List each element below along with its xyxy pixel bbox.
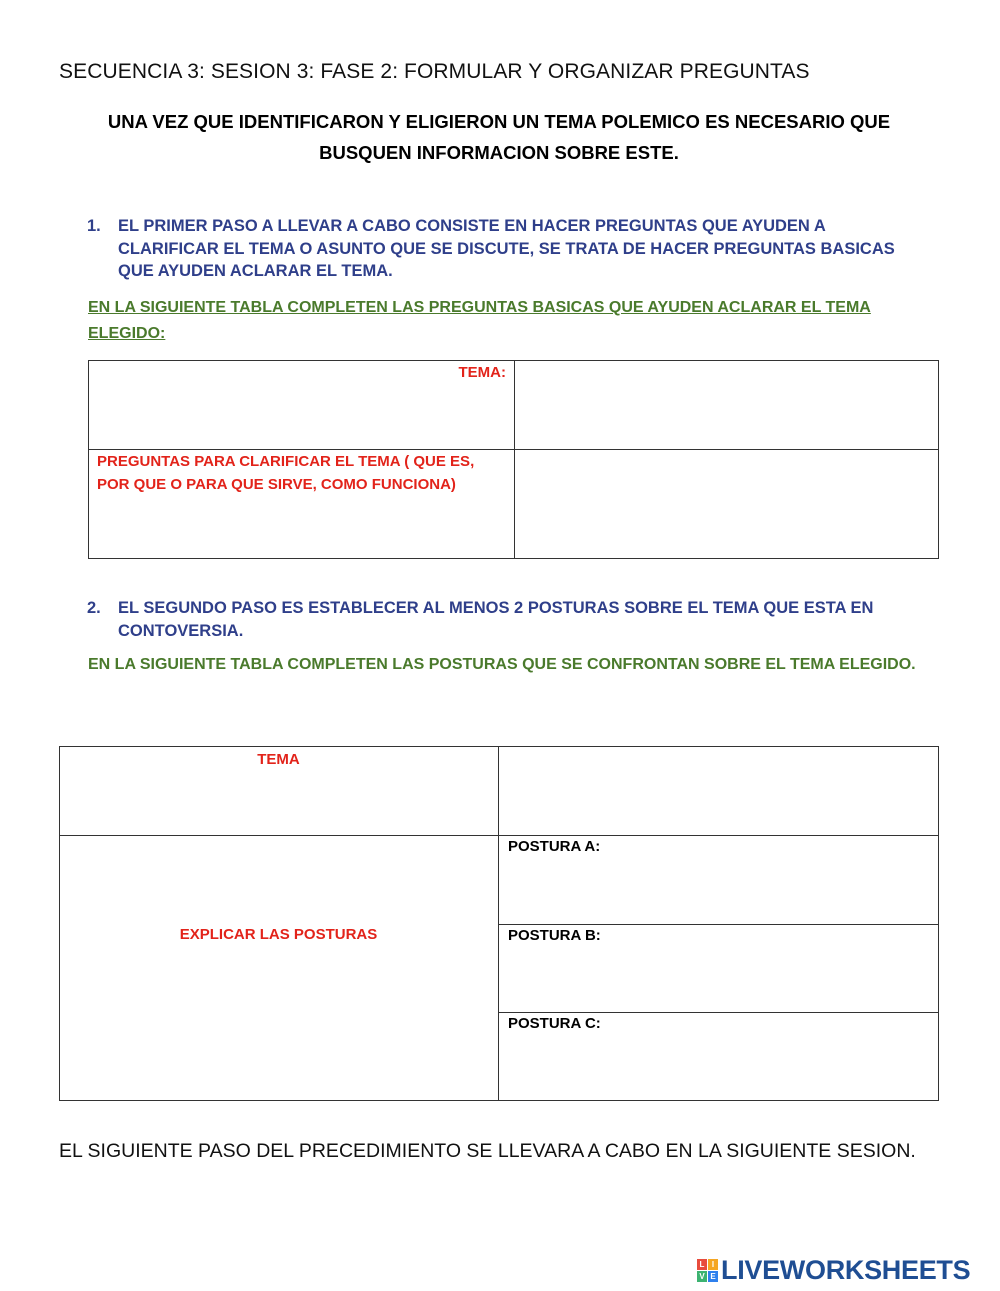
page-subtitle: UNA VEZ QUE IDENTIFICARON Y ELIGIERON UN TEMA POLEMICO ES NECESARIO QUE BUSQUEN INFORMACION SOBRE ESTE.	[107, 111, 891, 163]
postures-ab-divider	[498, 924, 939, 925]
step-1-text: EL PRIMER PASO A LLEVAR A CABO CONSISTE EN HACER PREGUNTAS QUE AYUDEN A CLARIFICAR EL TEMA O ASUNTO QUE SE DISCUTE, SE TRATA DE HACER PREGUNTAS BASICAS QUE AYUDEN ACLARAR EL TEMA.	[118, 217, 895, 280]
logo-blocks-icon	[697, 1259, 718, 1282]
preguntas-answer-cell[interactable]	[515, 450, 938, 558]
postures-table-row-divider	[59, 835, 939, 836]
step-1-number: 1.	[87, 217, 101, 235]
postura-a-answer[interactable]	[499, 860, 938, 923]
preguntas-label: PREGUNTAS PARA CLARIFICAR EL TEMA ( QUE ES, POR QUE O PARA QUE SIRVE, COMO FUNCIONA)	[97, 453, 475, 493]
tema-label-1: TEMA:	[458, 364, 506, 381]
footer-note: EL SIGUIENTE PASO DEL PRECEDIMIENTO SE LLEVARA A CABO EN LA SIGUIENTE SESION.	[59, 1140, 916, 1162]
postura-b-label: POSTURA B:	[508, 927, 601, 944]
logo-block-e: E	[708, 1271, 718, 1282]
tema-answer-cell-2[interactable]	[499, 747, 938, 835]
step-1-instruction: EN LA SIGUIENTE TABLA COMPLETEN LAS PREGUNTAS BASICAS QUE AYUDEN ACLARAR EL TEMA ELEGIDO:	[88, 299, 871, 342]
postures-bc-divider	[498, 1012, 939, 1013]
tema-answer-cell-1[interactable]	[515, 361, 938, 449]
postura-b-answer[interactable]	[499, 949, 938, 1011]
tema-label-2: TEMA	[257, 751, 300, 768]
postura-c-label: POSTURA C:	[508, 1015, 601, 1032]
step-2-text: EL SEGUNDO PASO ES ESTABLECER AL MENOS 2 POSTURAS SOBRE EL TEMA QUE ESTA EN CONTOVERSIA.	[118, 599, 874, 640]
step-2-instruction: EN LA SIGUIENTE TABLA COMPLETEN LAS POSTURAS QUE SE CONFRONTAN SOBRE EL TEMA ELEGIDO.	[88, 656, 916, 673]
page-title: SECUENCIA 3: SESION 3: FASE 2: FORMULAR Y ORGANIZAR PREGUNTAS	[59, 60, 810, 83]
postura-a-label: POSTURA A:	[508, 838, 601, 855]
logo-block-i: I	[708, 1259, 718, 1270]
logo-block-l: L	[697, 1259, 707, 1270]
step-1	[87, 215, 917, 283]
explicar-posturas-label: EXPLICAR LAS POSTURAS	[179, 926, 378, 943]
logo-text: LIVEWORKSHEETS	[721, 1254, 971, 1285]
step-2-number: 2.	[87, 599, 101, 617]
step-2	[87, 597, 917, 642]
liveworksheets-logo	[697, 1253, 970, 1287]
postura-c-answer[interactable]	[499, 1037, 938, 1099]
logo-block-v: V	[697, 1271, 707, 1282]
